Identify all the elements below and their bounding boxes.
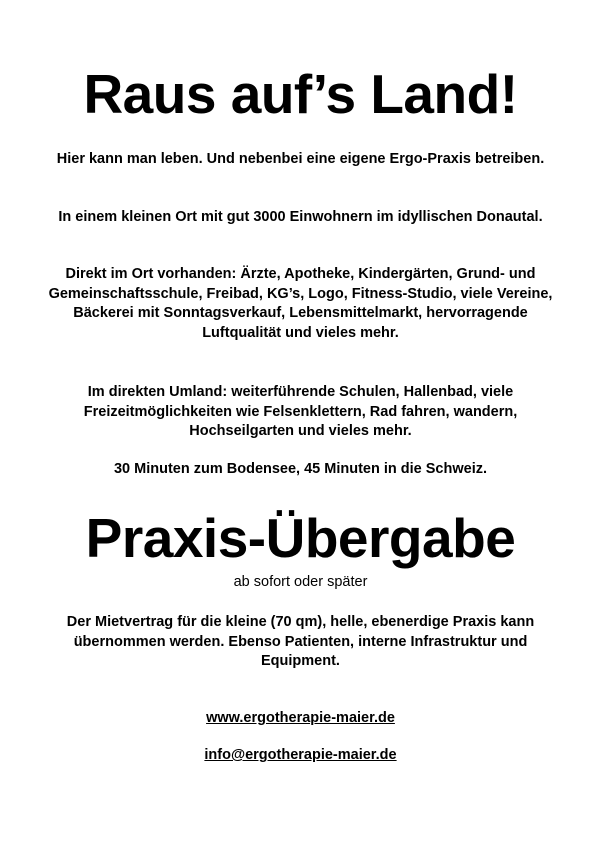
website-link[interactable]: www.ergotherapie-maier.de <box>206 710 395 726</box>
intro-paragraph: Hier kann man leben. Und nebenbei eine eigene Ergo-Praxis betreiben. <box>56 151 545 167</box>
distances-paragraph: 30 Minuten zum Bodensee, 45 Minuten in die Schweiz. <box>113 461 488 477</box>
location-paragraph: In einem kleinen Ort mit gut 3000 Einwohnern im idyllischen Donautal. <box>58 209 543 225</box>
details-paragraph: Der Mietvertrag für die kleine (70 qm), helle, ebenerdige Praxis kann übernommen werden. Ebenso Patienten, interne Infrastruktur und Equipment. <box>66 614 535 669</box>
website-line <box>0 709 601 729</box>
amenities-paragraph: Direkt im Ort vorhanden: Ärzte, Apotheke, Kindergärten, Grund- und Gemeinschaftsschule, Freibad, KG’s, Logo, Fitness-Studio, viele Vereine, Bäckerei mit Sonntagsverkauf, Lebensmittelmarkt, hervorragende Luftqualität und vieles mehr. <box>48 266 553 341</box>
headline-raus-aufs-land: Raus auf’s Land! <box>83 63 518 125</box>
headline-praxis-uebergabe: Praxis-Übergabe <box>85 507 516 569</box>
availability-subtitle: ab sofort oder später <box>233 574 368 590</box>
email-line <box>0 746 601 766</box>
surroundings-paragraph: Im direkten Umland: weiterführende Schulen, Hallenbad, viele Freizeitmöglichkeiten wie Felsenklettern, Rad fahren, wandern, Hochseilgarten und vieles mehr. <box>83 384 518 439</box>
email-link[interactable]: info@ergotherapie-maier.de <box>204 747 397 763</box>
